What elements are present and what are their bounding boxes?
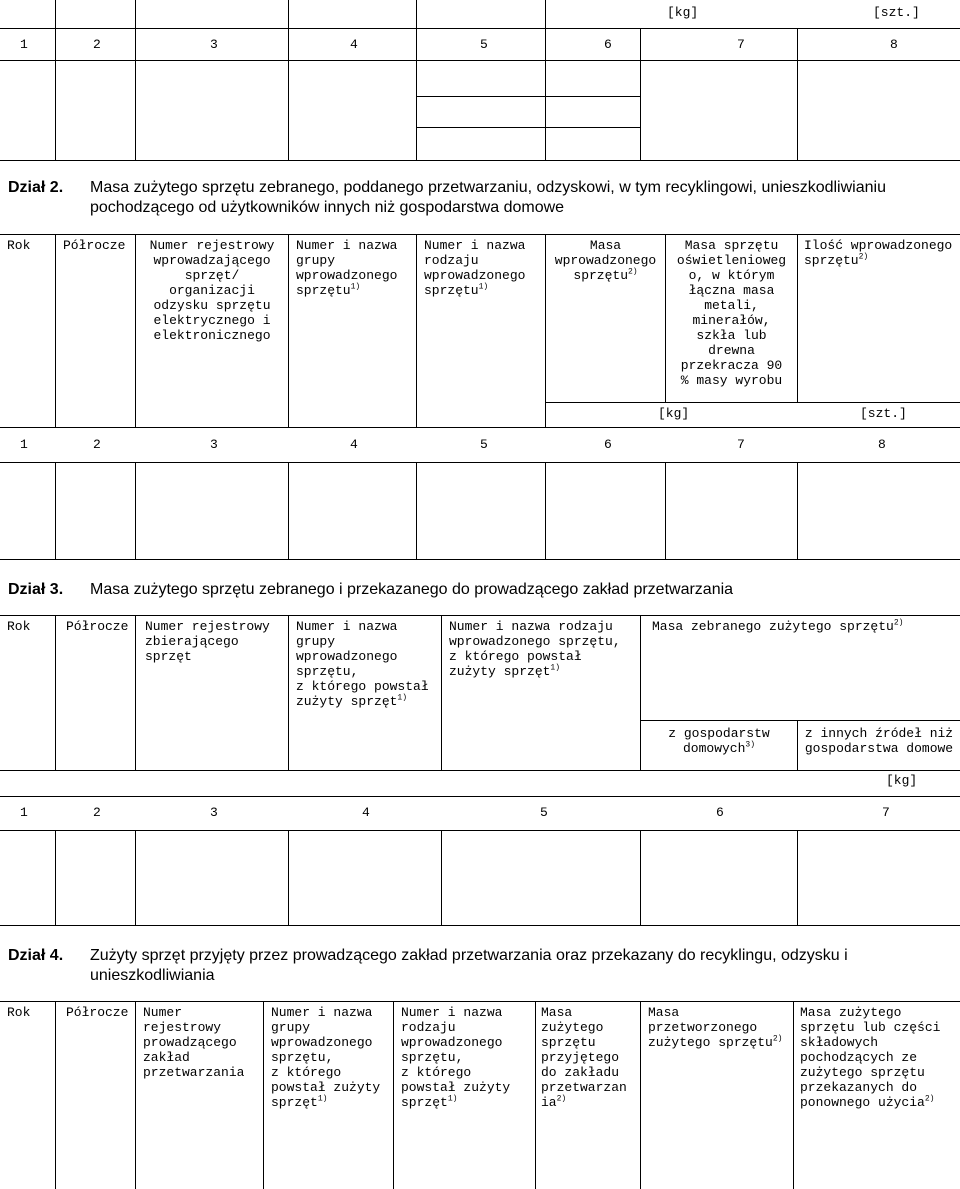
col-number: 6 <box>604 37 612 52</box>
unit-kg: [kg] <box>658 406 690 421</box>
unit-szt: [szt.] <box>860 406 907 421</box>
col-number: 3 <box>210 805 218 820</box>
col-number: 1 <box>20 805 28 820</box>
col-number: 2 <box>93 805 101 820</box>
unit-szt: [szt.] <box>873 5 920 20</box>
section-title: Zużyty sprzęt przyjęty przez prowadzącego zakład przetwarzania oraz przekazany do recyklingu, odzysku i unieszkodliwiania <box>90 947 848 984</box>
col-number: 2 <box>93 437 101 452</box>
header-numer-rejestrowy: Numer rejestrowy zbierającego sprzęt <box>145 619 270 664</box>
header-polrocze: Półrocze <box>66 619 129 634</box>
col-number: 4 <box>350 437 358 452</box>
header-masa: Masa wprowadzonego sprzętu$^{2)}$ <box>554 238 657 283</box>
header-polrocze: Półrocze <box>66 1005 129 1020</box>
col-number: 2 <box>93 37 101 52</box>
col-number: 6 <box>716 805 724 820</box>
col-number: 6 <box>604 437 612 452</box>
header-grupa: Numer i nazwa grupy wprowadzonego sprzętu, z którego powstał zużyty sprzęt$^{1)}$ <box>271 1005 381 1110</box>
col-number: 3 <box>210 437 218 452</box>
col-number: 8 <box>890 37 898 52</box>
header-grupa: Numer i nazwa grupy wprowadzonego sprzętu$^{1)}$ <box>296 238 398 298</box>
header-masa-ponowne-uzycie: Masa zużytego sprzętu lub części składowych pochodzących ze zużytego sprzętu przekazanych do ponownego użycia$^{2)}$ <box>800 1005 941 1110</box>
col-number: 4 <box>350 37 358 52</box>
header-rodzaj: Numer i nazwa rodzaju wprowadzonego sprzętu, z którego powstał zużyty sprzęt$^{1)}$ <box>449 619 621 679</box>
header-masa-przyjeta: Masa zużytego sprzętu przyjętego do zakładu przetwarzan $ia^{2)}$ <box>541 1005 627 1110</box>
header-rok: Rok <box>7 238 31 253</box>
col-number: 1 <box>20 37 28 52</box>
section-label: Dział 4. <box>8 947 64 964</box>
header-masa-oswietleniowa: Masa sprzętu oświetlenioweg o, w którym łączna masa metali, minerałów, szkła lub drewna przekracza 90 % masy wyrobu <box>676 238 787 388</box>
header-masa-zebranego: Masa zebranego zużytego sprzętu$^{2)}$ <box>652 618 904 634</box>
col-number: 5 <box>480 37 488 52</box>
col-number: 7 <box>882 805 890 820</box>
unit-kg: [kg] <box>667 5 699 20</box>
section-title: Masa zużytego sprzętu zebranego i przekazanego do prowadzącego zakład przetwarzania <box>90 581 734 598</box>
header-numer-rejestrowy: Numer rejestrowy wprowadzającego sprzęt/ organizacji odzysku sprzętu elektrycznego i elektronicznego <box>149 238 275 343</box>
header-ilosc: Ilość wprowadzonego sprzętu$^{2)}$ <box>804 238 953 268</box>
col-number: 5 <box>480 437 488 452</box>
col-number: 1 <box>20 437 28 452</box>
header-masa-przetworzona: Masa przetworzonego zużytego sprzętu$^{2)}$ <box>648 1005 783 1050</box>
header-polrocze: Półrocze <box>63 238 126 253</box>
col-number: 7 <box>737 437 745 452</box>
header-z-gospodarstw: z gospodarstw domowych$^{3)}$ <box>668 726 770 756</box>
section-title: Masa zużytego sprzętu zebranego, poddanego przetwarzaniu, odzyskowi, w tym recyklingowi, unieszkodliwianiu pochodzącego od użytkowników innych niż gospodarstwa domowe <box>90 179 886 216</box>
col-number: 3 <box>210 37 218 52</box>
section-label: Dział 2. <box>8 179 64 196</box>
header-rodzaj: Numer i nazwa rodzaju wprowadzonego sprzętu$^{1)}$ <box>424 238 526 298</box>
header-rok: Rok <box>7 619 31 634</box>
header-numer-rejestrowy: Numer rejestrowy prowadzącego zakład przetwarzania <box>143 1005 245 1080</box>
col-number: 5 <box>540 805 548 820</box>
header-rodzaj: Numer i nazwa rodzaju wprowadzonego sprzętu, z którego powstał zużyty sprzęt$^{1)}$ <box>401 1005 511 1110</box>
col-number: 8 <box>878 437 886 452</box>
unit-kg: [kg] <box>886 773 918 788</box>
section-label: Dział 3. <box>8 581 64 598</box>
col-number: 4 <box>362 805 370 820</box>
col-number: 7 <box>737 37 745 52</box>
header-z-innych-zrodel: z innych źródeł niż gospodarstwa domowe <box>804 726 954 756</box>
header-grupa: Numer i nazwa grupy wprowadzonego sprzętu, z którego powstał zużyty sprzęt$^{1)}$ <box>296 619 429 709</box>
header-rok: Rok <box>7 1005 31 1020</box>
